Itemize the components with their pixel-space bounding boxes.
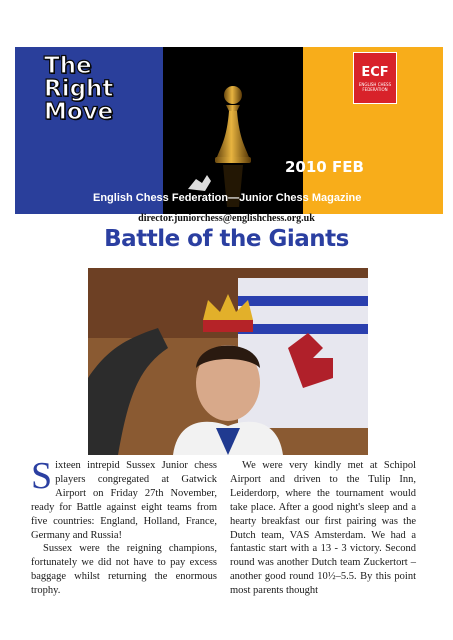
drop-cap: S (31, 455, 53, 497)
article-photo (88, 268, 368, 455)
contact-email[interactable]: director.juniorchess@englishchess.org.uk (138, 213, 315, 224)
issue-date: 2010 FEB (285, 158, 364, 176)
title-line: Move (44, 99, 114, 125)
crowned-player-photo (88, 268, 368, 455)
chess-pawn-image (163, 47, 303, 214)
magazine-title (44, 55, 113, 124)
article-headline: Battle of the Giants (104, 226, 349, 252)
article-paragraph (31, 455, 217, 542)
title-line: The (44, 53, 92, 79)
magazine-subtitle: English Chess Federation—Junior Chess Magazine (93, 192, 362, 204)
ecf-logo-text: ECF (361, 65, 389, 80)
article-paragraph: We were very kindly met at Schipol Airport and driven to the Tulip Inn, Leiderdorp, where the tournament would take place. After a good night's sleep and a hearty breakfast our first pairing was the Dutch team, VAS Amsterdam. We had a fantastic start with a 13 - 3 victory. Second round was another Dutch team Zuckertort – another good round 10½–5.5. By this point most parents thought (230, 460, 416, 597)
masthead-black-panel (163, 47, 303, 214)
title-line: Right (44, 76, 114, 102)
article-column-1 (31, 455, 217, 598)
ecf-logo-subtext: ENGLISH CHESS FEDERATION (358, 82, 392, 92)
ecf-logo (353, 52, 397, 104)
article-column-2 (230, 459, 416, 598)
article-paragraph: Sussex were the reigning champions, fortunately we did not have to pay excess baggage whilst returning the enormous trophy. (31, 543, 217, 597)
paragraph-text: ixteen intrepid Sussex Junior chess players congregated at Gatwick Airport on Friday 27th November, ready for Battle against eight teams from five countries: England, Holland, France, Germany and Russia! (31, 460, 217, 541)
